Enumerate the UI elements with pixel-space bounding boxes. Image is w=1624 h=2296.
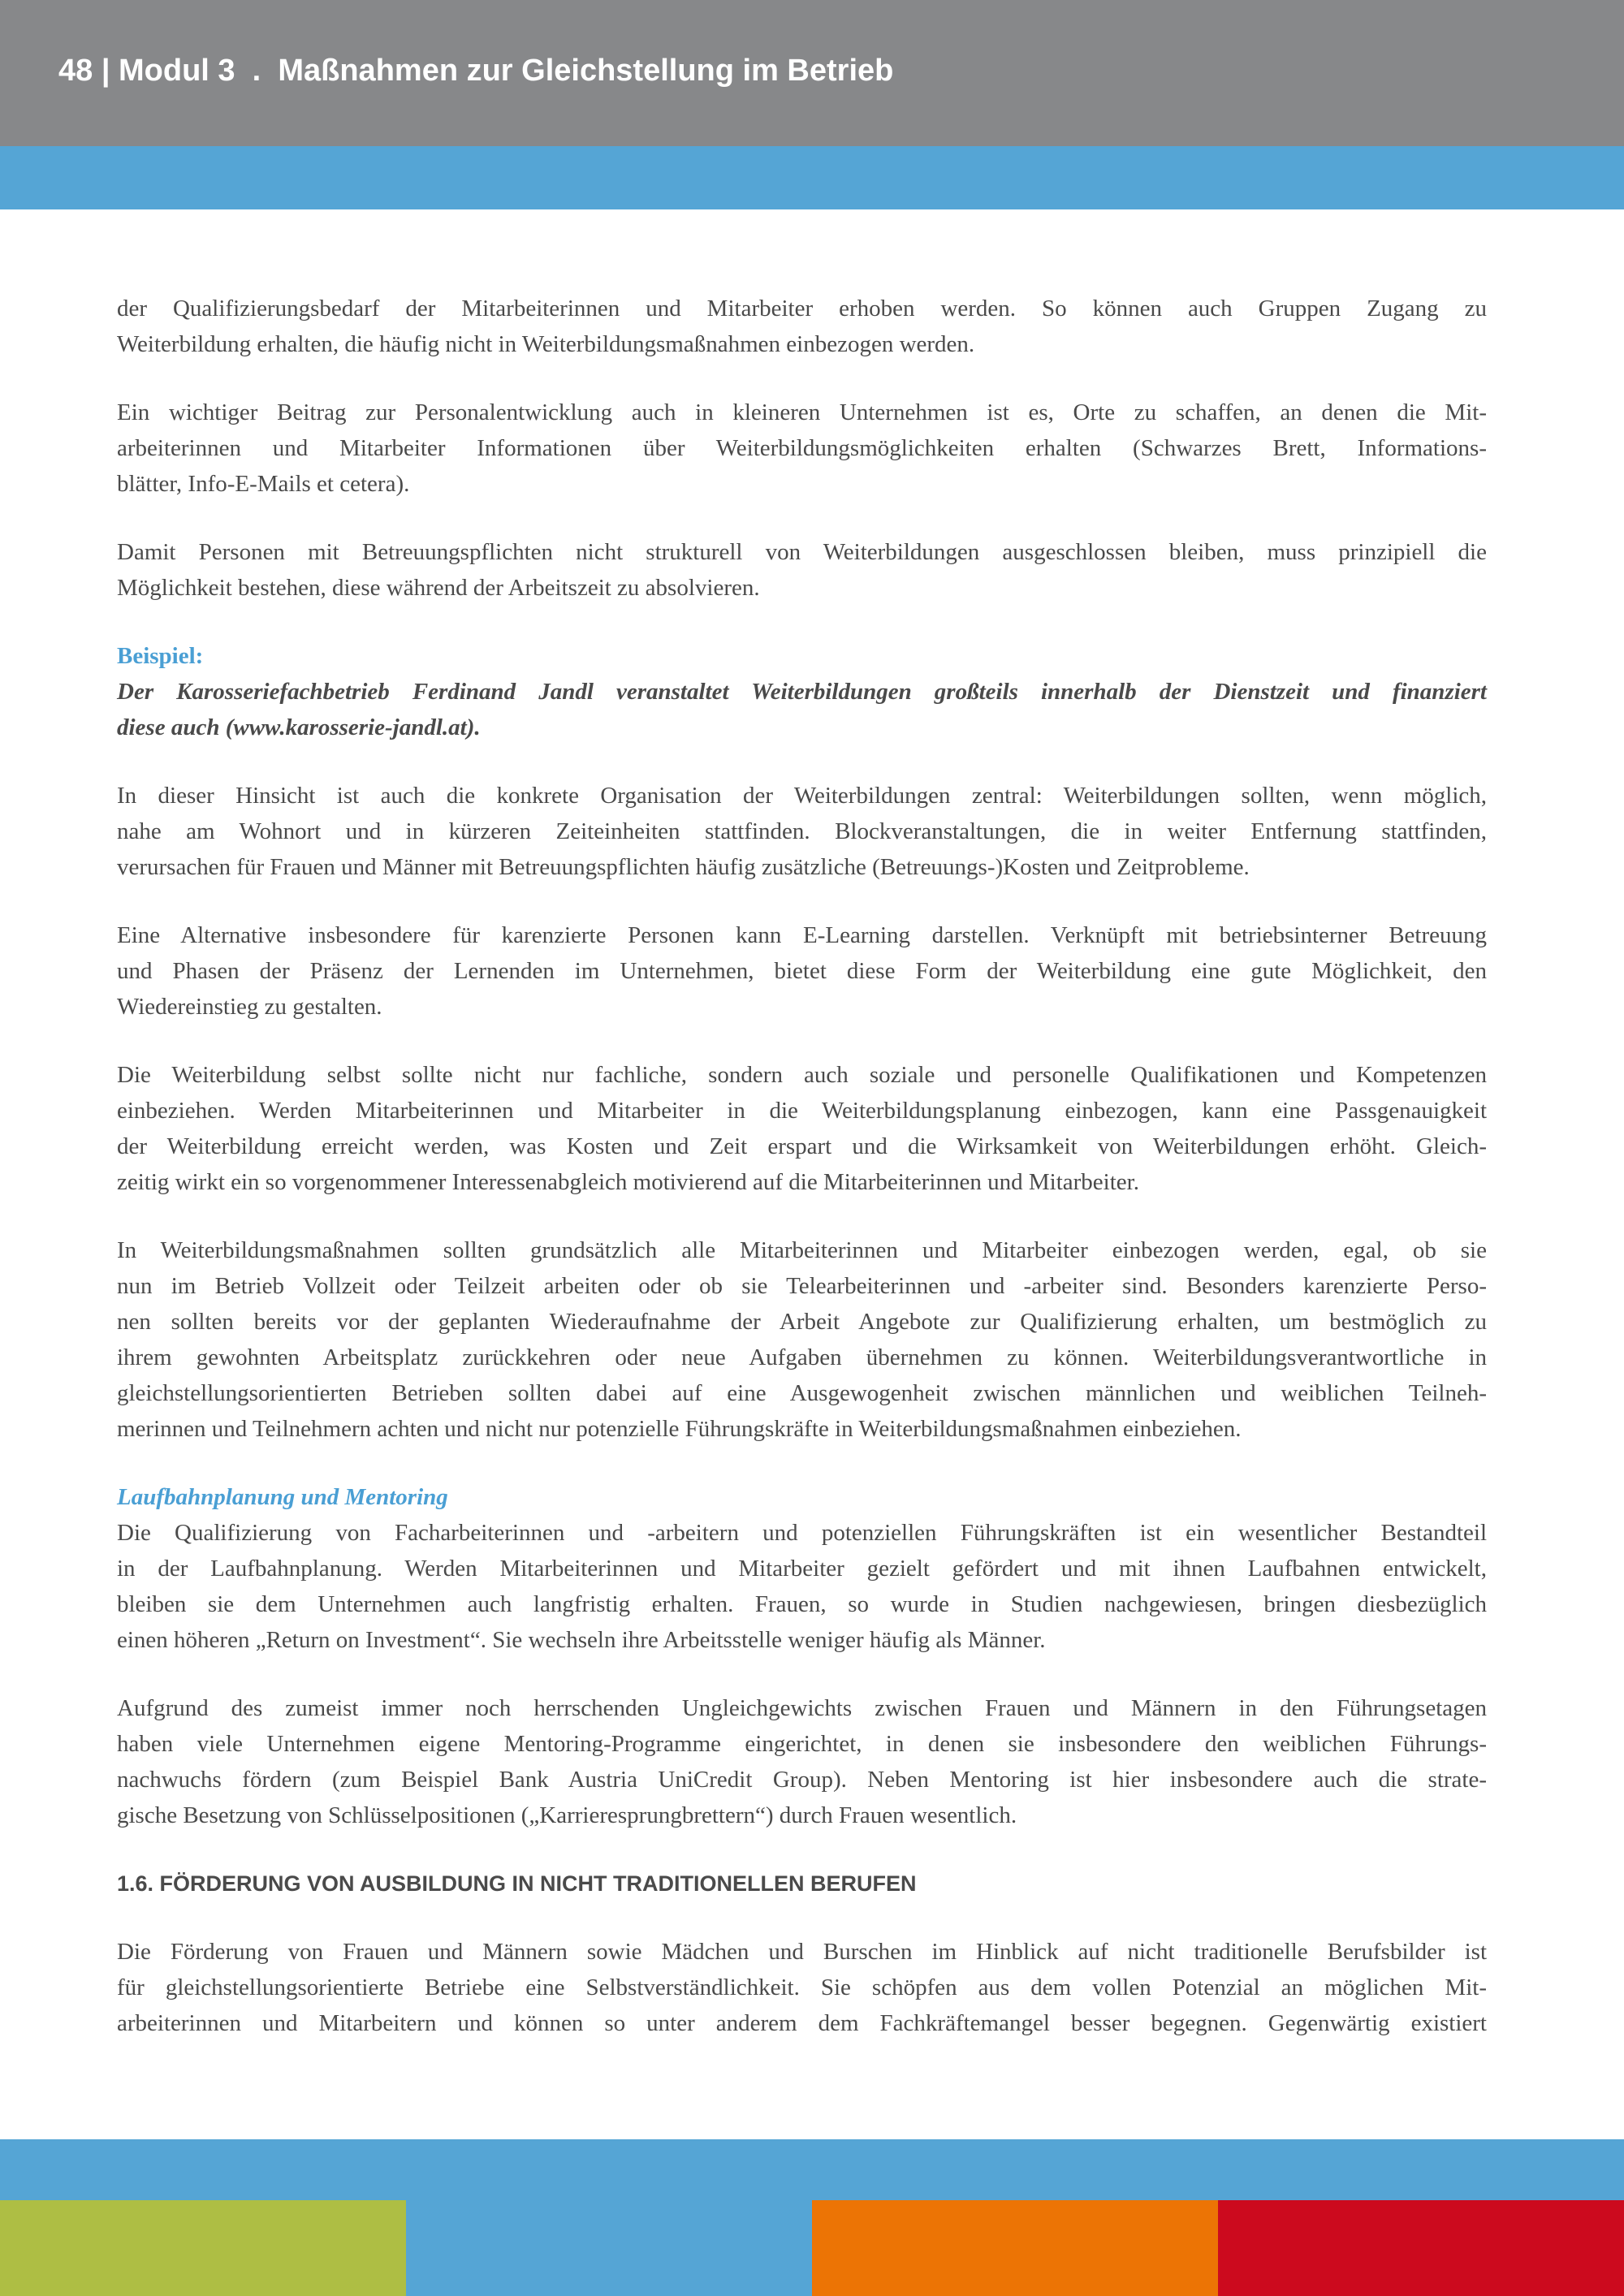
text-line: ihrem gewohnten Arbeitsplatz zurückkehren oder neue Aufgaben übernehmen zu können. Weiterbildungsverantwortliche in — [117, 1344, 1487, 1370]
text-line: Die Weiterbildung selbst sollte nicht nur fachliche, sondern auch soziale und personelle Qualifikationen und Kompetenzen — [117, 1062, 1487, 1088]
text-line: gleichstellungsorientierten Betrieben sollten dabei auf eine Ausgewogenheit zwischen männlichen und weiblichen Teilneh- — [117, 1380, 1487, 1406]
text-line: gische Besetzung von Schlüsselpositionen („Karrieresprungbrettern“) durch Frauen wesentlich. — [117, 1802, 1017, 1828]
paragraph — [117, 1934, 1487, 2041]
text-line: Ein wichtiger Beitrag zur Personalentwicklung auch in kleineren Unternehmen ist es, Orte zu schaffen, an denen die Mit- — [117, 399, 1487, 425]
text-line: Eine Alternative insbesondere für karenzierte Personen kann E-Learning darstellen. Verknüpft mit betriebsinterner Betreuung — [117, 922, 1487, 948]
text-line: verursachen für Frauen und Männer mit Betreuungspflichten häufig zusätzliche (Betreuungs-)Kosten und Zeitprobleme. — [117, 854, 1250, 880]
example-label: Beispiel: — [117, 643, 204, 669]
footer-green-block — [0, 2200, 406, 2296]
text-line: und Phasen der Präsenz der Lernenden im Unternehmen, bietet diese Form der Weiterbildung eine gute Möglichkeit, den — [117, 958, 1487, 984]
footer-red-block — [1218, 2200, 1624, 2296]
text-line: Damit Personen mit Betreuungspflichten nicht strukturell von Weiterbildungen ausgeschlossen bleiben, muss prinzipiell die — [117, 539, 1487, 565]
footer-orange-block — [812, 2200, 1218, 2296]
footer-blue-band — [0, 2139, 1624, 2200]
paragraph — [117, 534, 1487, 606]
text-line: bleiben sie dem Unternehmen auch langfristig erhalten. Frauen, so wurde in Studien nachgewiesen, bringen diesbezüglich — [117, 1591, 1487, 1617]
header-blue-band — [0, 146, 1624, 209]
section-heading: 1.6. FÖRDERUNG VON AUSBILDUNG IN NICHT TRADITIONELLEN BERUFEN — [117, 1871, 917, 1896]
text-line: einen höheren „Return on Investment“. Sie wechseln ihre Arbeitsstelle weniger häufig als Männer. — [117, 1627, 1046, 1653]
text-line: einbeziehen. Werden Mitarbeiterinnen und Mitarbeiter in die Weiterbildungsplanung einbezogen, kann eine Passgenauigkeit — [117, 1098, 1487, 1124]
text-line: In Weiterbildungsmaßnahmen sollten grundsätzlich alle Mitarbeiterinnen und Mitarbeiter einbezogen werden, egal, ob sie — [117, 1237, 1487, 1263]
text-line: arbeiterinnen und Mitarbeiter Informationen über Weiterbildungsmöglichkeiten erhalten (Schwarzes Brett, Informations- — [117, 435, 1487, 461]
subheading: Laufbahnplanung und Mentoring — [117, 1484, 448, 1510]
text-line: Die Förderung von Frauen und Männern sowie Mädchen und Burschen im Hinblick auf nicht traditionelle Berufsbilder ist — [117, 1939, 1487, 1965]
page-header-title: 48 | Modul 3 . Maßnahmen zur Gleichstellung im Betrieb — [58, 54, 894, 88]
text-line: in der Laufbahnplanung. Werden Mitarbeiterinnen und Mitarbeiter gezielt gefördert und mit ihnen Laufbahnen entwickelt, — [117, 1556, 1487, 1582]
page-header — [0, 0, 1624, 146]
paragraph — [117, 1515, 1487, 1658]
paragraph — [117, 778, 1487, 885]
text-line: merinnen und Teilnehmern achten und nicht nur potenzielle Führungskräfte in Weiterbildungsmaßnahmen einbeziehen. — [117, 1416, 1242, 1442]
text-line: nun im Betrieb Vollzeit oder Teilzeit arbeiten oder ob sie Telearbeiterinnen und -arbeiter sind. Besonders karenzierte Perso- — [117, 1273, 1487, 1299]
footer-blue-block — [406, 2200, 812, 2296]
text-line: blätter, Info-E-Mails et cetera). — [117, 471, 410, 497]
text-line: der Qualifizierungsbedarf der Mitarbeiterinnen und Mitarbeiter erhoben werden. So können auch Gruppen Zugang zu — [117, 296, 1487, 322]
text-line: haben viele Unternehmen eigene Mentoring-Programme eingerichtet, in denen sie insbesondere den weiblichen Führungs- — [117, 1731, 1487, 1757]
text-line: diese auch (www.karosserie-jandl.at). — [117, 714, 481, 740]
text-line: Möglichkeit bestehen, diese während der Arbeitszeit zu absolvieren. — [117, 575, 760, 601]
example-block — [117, 638, 1487, 745]
text-line: arbeiterinnen und Mitarbeitern und können so unter anderem dem Fachkräftemangel besser begegnen. Gegenwärtig existiert — [117, 2010, 1487, 2036]
text-line: zeitig wirkt ein so vorgenommener Interessenabgleich motivierend auf die Mitarbeiterinnen und Mitarbeiter. — [117, 1169, 1139, 1195]
text-line: der Weiterbildung erreicht werden, was Kosten und Zeit erspart und die Wirksamkeit von Weiterbildungen erhöht. Gleich- — [117, 1133, 1487, 1159]
text-line: nahe am Wohnort und in kürzeren Zeiteinheiten stattfinden. Blockveranstaltungen, die in weiter Entfernung stattfinden, — [117, 818, 1487, 844]
text-line: nen sollten bereits vor der geplanten Wiederaufnahme der Arbeit Angebote zur Qualifizierung erhalten, um bestmöglich zu — [117, 1309, 1487, 1335]
text-line: nachwuchs fördern (zum Beispiel Bank Austria UniCredit Group). Neben Mentoring ist hier insbesondere auch die strate- — [117, 1767, 1487, 1793]
paragraph — [117, 395, 1487, 502]
text-line: für gleichstellungsorientierte Betriebe eine Selbstverständlichkeit. Sie schöpfen aus dem vollen Potenzial an möglichen Mit- — [117, 1974, 1487, 2000]
paragraph — [117, 1232, 1487, 1447]
text-line: Weiterbildung erhalten, die häufig nicht in Weiterbildungsmaßnahmen einbezogen werden. — [117, 331, 975, 357]
text-line: Der Karosseriefachbetrieb Ferdinand Jandl veranstaltet Weiterbildungen großteils innerhalb der Dienstzeit und finanziert — [117, 679, 1487, 705]
text-line: Wiedereinstieg zu gestalten. — [117, 994, 382, 1020]
text-line: In dieser Hinsicht ist auch die konkrete Organisation der Weiterbildungen zentral: Weiterbildungen sollten, wenn möglich, — [117, 783, 1487, 809]
text-line: Die Qualifizierung von Facharbeiterinnen und -arbeitern und potenziellen Führungskräften ist ein wesentlicher Bestandteil — [117, 1520, 1487, 1546]
paragraph — [117, 917, 1487, 1025]
paragraph — [117, 1057, 1487, 1200]
paragraph — [117, 291, 1487, 362]
example-text — [117, 674, 1487, 745]
subsection — [117, 1479, 1487, 1658]
text-line: Aufgrund des zumeist immer noch herrschenden Ungleichgewichts zwischen Frauen und Männern in den Führungsetagen — [117, 1695, 1487, 1721]
paragraph — [117, 1690, 1487, 1833]
body-content — [117, 291, 1487, 2074]
